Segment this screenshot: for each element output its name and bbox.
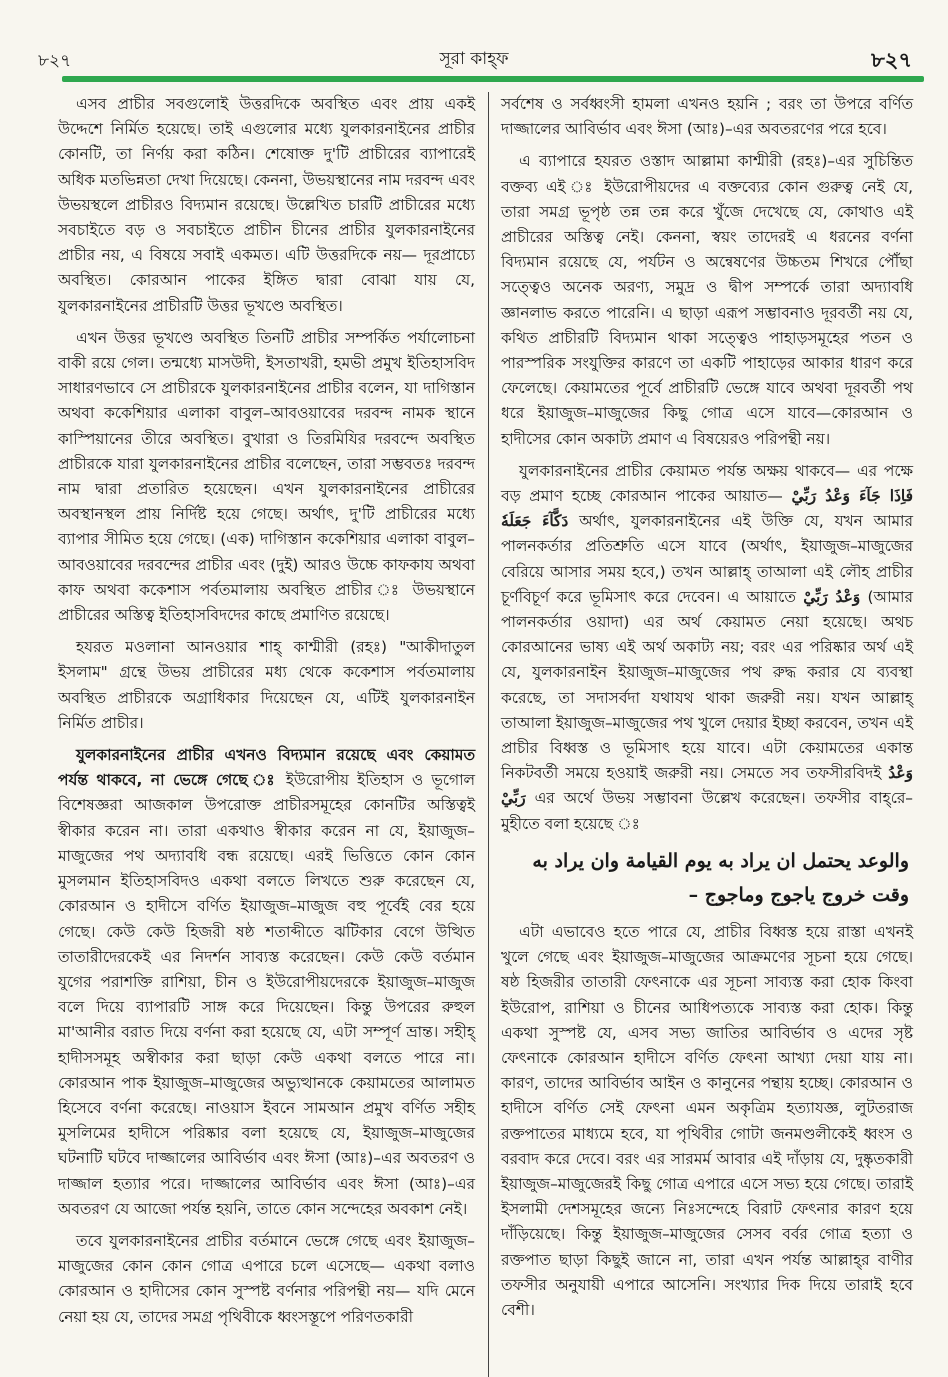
- paragraph-text: (আমার পালনকর্তার ওয়াদা) এর অর্থ কেয়ামত নেয়া হয়েছে। অথচ কোরআনের ভাষ্য এই অর্থ অকাট্য নয়; বরং এর পরিষ্কার অর্থ এই যে, যুলকারনাইন ইয়াজুজ–মাজুজের পথ রুদ্ধ করার যে ব্যবস্থা করেছে, তা সদাসর্বদা যথাযথ থাকা জরুরী নয়। যখন আল্লাহ্ তাআলা ইয়াজুজ–মাজুজের পথ খুলে দেয়ার ইচ্ছা করবেন, তখন এই প্রাচীর বিধ্বস্ত ও ভূমিসাৎ হয়ে যাবে। এটা কেয়ামতের একান্ত নিকটবর্তী সময়ে হওয়াই জরুরী নয়। সেমতে সব তফসীরবিদই: [501, 587, 913, 783]
- right-column: [501, 92, 913, 1330]
- left-column: [58, 92, 475, 1337]
- arabic-phrase: وَعْدُ رَبِّيْ: [803, 587, 861, 606]
- page-number-right: ৮২৭: [871, 48, 912, 72]
- header-rule: [62, 76, 924, 82]
- surah-title: সূরা কাহ্ফ: [439, 49, 509, 69]
- arabic-verse: فَاِذَا جَآءَ وَعْدُ رَبِّيْ جَعَلَهٗ: [501, 487, 913, 531]
- paragraph: এ ব্যাপারে হযরত ওস্তাদ আল্লামা কাশ্মীরী (রহঃ)–এর সুচিন্তিত বক্তব্য এই ঃ ইউরোপীয়দের এ বক্তব্যের কোন গুরুত্ব নেই যে, তারা সমগ্র ভূপৃষ্ঠ তন্ন তন্ন করে খুঁজে দেখেছে যে, কোথাও এই প্রাচীরের অস্তিত্ব নেই। কেননা, স্বয়ং তাদেরই এ ধরনের বর্ণনা বিদ্যমান রয়েছে যে, পর্যটন ও অন্বেষণের উচ্চতম শিখরে পৌঁছা সত্ত্বেও অনেক অরণ্য, সমুদ্র ও দ্বীপ সম্পর্কে তারা অদ্যাবধি জ্ঞানলাভ করতে পারেনি। এ ছাড়া এরূপ সম্ভাবনাও দূরবর্তী নয় যে, কথিত প্রাচীরটি বিদ্যমান থাকা সত্ত্বেও পাহাড়সমূহের পতন ও পারস্পরিক সংযুক্তির কারণে তা একটি পাহাড়ের আকার ধারণ করে ফেলেছে। কেয়ামতের পূর্বে প্রাচীরটি ভেঙ্গে যাবে অথবা দূরবর্তী পথ ধরে ইয়াজুজ–মাজুজের কিছু গোত্র এসে যাবে—কোরআন ও হাদীসের কোন অকাট্য প্রমাণ এ বিষয়েরও পরিপন্থী নয়।: [501, 152, 913, 448]
- arabic-phrase: وَعْدُ رَبِّيْ: [501, 764, 913, 808]
- arabic-quotation: والوعد يحتمل ان يراد به يوم القيامة وان يراد به وقت خروج ياجوج وماجوج –: [532, 849, 909, 906]
- paragraph-text: অর্থাৎ, যুলকারনাইনের এই উক্তি যে, যখন আমার পালনকর্তার প্রতিশ্রুতি এসে যাবে (অর্থাৎ, ইয়াজুজ–মাজুজের বেরিয়ে আসার সময় হবে,) তখন আল্লাহ্ তাআলা এই লৌহ প্রাচীর চূর্ণবিচূর্ণ করে ভূমিসাৎ করে দেবেন। এ আয়াতে: [501, 512, 913, 606]
- paragraph: [58, 743, 475, 1222]
- paragraph: এখন উত্তর ভূখণ্ডে অবস্থিত তিনটি প্রাচীর সম্পর্কিত পর্যালোচনা বাকী রয়ে গেল। তন্মধ্যে মাসউদী, ইসতাখরী, হমভী প্রমুখ ইতিহাসবিদ সাধারণভাবে সে প্রাচীরকে যুলকারনাইনের প্রাচীর বলেন, যা দাগিস্তান অথবা ককেশিয়ার এলাকা বাবুল–আবওয়াবের দরবন্দ নামক স্থানে কাস্পিয়ানের তীরে অবস্থিত। বুখারা ও তিরমিযির দরবন্দে অবস্থিত প্রাচীরকে যারা যুলকারনাইনের প্রাচীর বলেছেন, তারা সম্ভবতঃ দরবন্দ নাম দ্বারা প্রতারিত হয়েছেন। এখন যুলকারনাইনের প্রাচীরের অবস্থানস্থল প্রায় নির্দিষ্ট হয়ে গেছে। অর্থাৎ, দু'টি প্রাচীরের মধ্যে ব্যাপার সীমিত হয়ে গেছে। (এক) দাগিস্তান ককেশিয়ার এলাকা বাবুল–আবওয়াবের দরবন্দের প্রাচীর এবং (দুই) আরও উচ্চে কাফকায অথবা কাফ অথবা ককেশাস পর্বতমালায় অবস্থিত প্রাচীর ঃ উভয়স্থানে প্রাচীরের অস্তিত্ব ইতিহাসবিদদের কাছে প্রমাণিত রয়েছে।: [58, 328, 475, 625]
- paragraph: এসব প্রাচীর সবগুলোই উত্তরদিকে অবস্থিত এবং প্রায় একই উদ্দেশে নির্মিত হয়েছে। তাই এগুলোর মধ্যে যুলকারনাইনের প্রাচীর কোনটি, তা নির্ণয় করা কঠিন। শেষোক্ত দু'টি প্রাচীরের ব্যাপারেই অধিক মতভিন্নতা দেখা দিয়েছে। কেননা, উভয়স্থানের নাম দরবন্দ এবং উভয়স্থলে প্রাচীরও বিদ্যমান রয়েছে। উল্লেখিত চারটি প্রাচীরের মধ্যে সবচাইতে বড় ও সবচাইতে প্রাচীন চীনের প্রাচীর যুলকারনাইনের প্রাচীর নয়, এ বিষয়ে সবাই একমত। এটি উত্তরদিকে নয়— দূরপ্রাচ্যে অবস্থিত। কোরআন পাকের ইঙ্গিত দ্বারা বোঝা যায় যে, যুলকারনাইনের প্রাচীরটি উত্তর ভূখণ্ডে অবস্থিত।: [58, 95, 475, 315]
- page-number-left: ৮২৭: [38, 51, 72, 71]
- column-divider: [488, 92, 489, 1377]
- paragraph: হযরত মওলানা আনওয়ার শাহ্ কাশ্মীরী (রহঃ) "আকীদাতুল ইসলাম" গ্রন্থে উভয় প্রাচীরের মধ্য থেকে ককেশাস পর্বতমালায় অবস্থিত প্রাচীরকে অগ্রাধিকার দিয়েছেন যে, এটিই যুলকারনাইন নির্মিত প্রাচীর।: [58, 638, 475, 732]
- arabic-verse: دَكَّآءَ: [542, 512, 569, 531]
- paragraph: তবে যুলকারনাইনের প্রাচীর বর্তমানে ভেঙ্গে গেছে এবং ইয়াজুজ–মাজুজের কোন কোন গোত্র এপারে চলে এসেছে— একথা বলাও কোরআন ও হাদীসের কোন সুস্পষ্ট বর্ণনার পরিপন্থী নয়— যদি মেনে নেয়া হয় যে, তাদের সমগ্র পৃথিবীকে ধ্বংসস্তূপে পরিণতকারী: [58, 1231, 475, 1326]
- section-heading: যুলকারনাইনের প্রাচীর এখনও বিদ্যমান রয়েছে এবং কেয়ামত পর্যন্ত থাকবে, না ভেঙ্গে গেছে ঃ: [58, 746, 475, 790]
- paragraph: [501, 459, 913, 837]
- paragraph: সর্বশেষ ও সর্বধ্বংসী হামলা এখনও হয়নি ; বরং তা উপরে বর্ণিত দাজ্জালের আবির্ভাব এবং ঈসা (আঃ)–এর অবতরণের পরে হবে।: [501, 95, 913, 139]
- paragraph-text: এর অর্থে উভয় সম্ভাবনা উল্লেখ করেছেন। তফসীর বাহ্‌রে–মুহীতে বলা হয়েছে ঃ: [501, 789, 913, 833]
- page-header: [30, 42, 918, 72]
- paragraph-text: ইউরোপীয় ইতিহাস ও ভূগোল বিশেষজ্ঞরা আজকাল উপরোক্ত প্রাচীরসমূহের কোনটির অস্তিত্বই স্বীকার করেন না। তারা একথাও স্বীকার করেন না যে, ইয়াজুজ–মাজুজের পথ অদ্যাবধি বন্ধ রয়েছে। এরই ভিত্তিতে কোন কোন মুসলমান ইতিহাসবিদও একথা বলতে লিখতে শুরু করেছেন যে, কোরআন ও হাদীসে বর্ণিত ইয়াজুজ–মাজুজ বহু পূর্বেই বের হয়ে গেছে। কেউ কেউ হিজরী ষষ্ঠ শতাব্দীতে ঝটিকার বেগে উত্থিত তাতারীদেরকেই এর নিদর্শন সাব্যস্ত করেছেন। কেউ কেউ বর্তমান যুগের পরাশক্তি রাশিয়া, চীন ও ইউরোপীয়দেরকে ইয়াজুজ–মাজুজ বলে দিয়ে ব্যাপারটি সাঙ্গ করে দিয়েছেন। কিন্তু উপরের রুহুল মা'আনীর বরাত দিয়ে বর্ণনা করা হয়েছে যে, এটা সম্পূর্ণ ভ্রান্ত। সহীহ্ হাদীসসমূহ অস্বীকার করা ছাড়া কেউ একথা বলতে পারে না। কোরআন পাক ইয়াজুজ–মাজুজের অভ্যুত্থানকে কেয়ামতের আলামত হিসেবে বর্ণনা করেছে। নাওয়াস ইবনে সামআন প্রমুখ বর্ণিত সহীহ মুসলিমের হাদীসে পরিষ্কার বলা হয়েছে যে, ইয়াজুজ–মাজুজের ঘটনাটি ঘটবে দাজ্জালের আবির্ভাব এবং ঈসা (আঃ)–এর অবতরণ ও দাজ্জাল হত্যার পরে। দাজ্জালের আবির্ভাব এবং ঈসা (আঃ)–এর অবতরণ যে আজো পর্যন্ত হয়নি, তাতে কোন সন্দেহের অবকাশ নেই।: [58, 771, 475, 1218]
- paragraph: এটা এভাবেও হতে পারে যে, প্রাচীর বিধ্বস্ত হয়ে রাস্তা এখনই খুলে গেছে এবং ইয়াজুজ–মাজুজের আক্রমণের সূচনা হয়ে গেছে। ষষ্ঠ হিজরীর তাতারী ফেৎনাকে এর সূচনা সাব্যস্ত করা হোক কিংবা ইউরোপ, রাশিয়া ও চীনের আধিপত্যকে সাব্যস্ত করা হোক। কিন্তু একথা সুস্পষ্ট যে, এসব সভ্য জাতির আবির্ভাব ও এদের সৃষ্ট ফেৎনাকে কোরআন হাদীসে বর্ণিত ফেৎনা আখ্যা দেয়া যায় না। কারণ, তাদের আবির্ভাব আইন ও কানুনের পন্থায় হচ্ছে। কোরআন ও হাদীসে বর্ণিত সেই ফেৎনা এমন অকৃত্রিম হত্যাযজ্ঞ, লুটতরাজ রক্তপাতের মাধ্যমে হবে, যা পৃথিবীর গোটা জনমণ্ডলীকেই ধ্বংস ও বরবাদ করে দেবে। বরং এর সারমর্ম আবার এই দাঁড়ায় যে, দুষ্কৃতকারী ইয়াজুজ–মাজুজেরই কিছু গোত্র এপারে এসে সভ্য হয়ে গেছে। তারাই ইসলামী দেশসমূহের জন্যে নিঃসন্দেহে বিরাট ফেৎনার কারণ হয়ে দাঁড়িয়েছে। কিন্তু ইয়াজুজ–মাজুজের সেসব বর্বর গোত্র হত্যা ও রক্তপাত ছাড়া কিছুই জানে না, তারা এখন পর্যন্ত আল্লাহ্‌র বাণীর তফসীর অনুযায়ী এপারে আসেনি। সংখ্যার দিক দিয়ে তারাই হবে বেশী।: [501, 922, 913, 1319]
- paragraph-text: যুলকারনাইনের প্রাচীর কেয়ামত পর্যন্ত অক্ষয় থাকবে— এর পক্ষে বড় প্রমাণ হচ্ছে কোরআন পাকের আয়াত—: [501, 461, 913, 506]
